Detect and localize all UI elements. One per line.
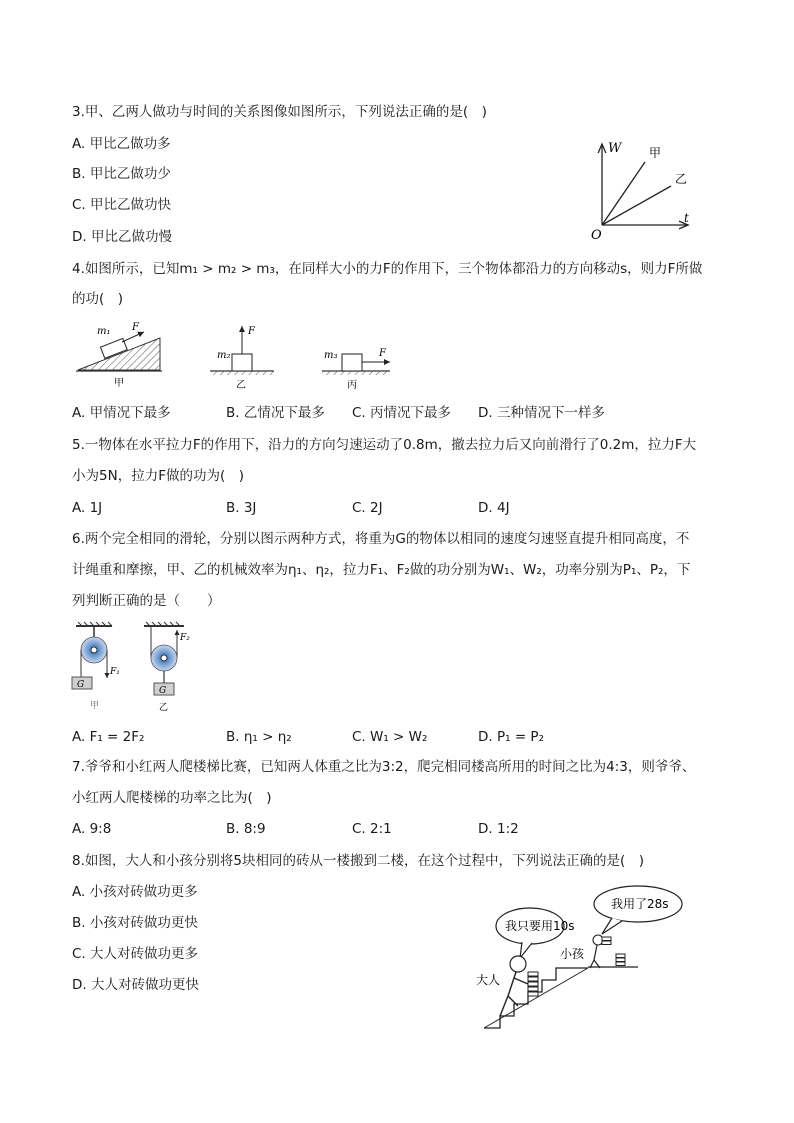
question-4-option-d: D. 三种情况下一样多 [478,405,605,421]
question-7-option-d: D. 1:2 [478,821,519,837]
question-6-option-d: D. P₁ = P₂ [478,729,544,745]
case-yi-vertical [210,326,274,391]
question-8-option-d: D. 大人对砖做功更快 [72,977,199,993]
question-6-option-c: C. W₁ > W₂ [352,729,428,745]
question-8-stem: 8.如图，大人和小孩分别将5块相同的砖从一楼搬到二楼，在这个过程中，下列说法正确的是( ) [72,853,645,869]
case-bing-horizontal [322,348,390,391]
child-label: 小孩 [560,947,585,961]
y-axis-label: W [608,141,622,156]
line-jia [602,162,645,225]
case-jia-incline [76,322,162,389]
weight-g-label-2: G [159,686,167,696]
child-bubble-text: 我用了28s [611,897,669,911]
question-7-stem-line1: 7.爷爷和小红两人爬楼梯比赛，已知两人体重之比为3:2，爬完相同楼高所用的时间之比为4:3，则爷爷、 [72,759,696,775]
question-4-option-c: C. 丙情况下最多 [352,405,452,421]
question-4-option-a: A. 甲情况下最多 [72,405,171,421]
question-3-stem: 3.甲、乙两人做功与时间的关系图像如图所示，下列说法正确的是( ) [72,104,487,120]
question-8-option-c: C. 大人对砖做功更多 [72,946,199,962]
question-5-stem-line1: 5.一物体在水平拉力F的作用下，沿力的方向匀速运动了0.8m，撤去拉力后又向前滑行了0.2m，拉力F大 [72,437,697,453]
movable-pulley [144,622,190,712]
question-4-stem-line2: 的功( ) [72,291,124,307]
caption-bing: 丙 [347,380,357,391]
question-6-stem-line2: 计绳重和摩擦，甲、乙的机械效率为η₁、η₂，拉力F₁、F₂做的功分别为W₁、W₂，功率分别为P₁、P₂，下 [72,562,691,578]
question-5-stem-line2: 小为5N，拉力F做的功为( ) [72,468,244,484]
caption-jia-pulley: 甲 [90,701,100,711]
child-figure [590,935,625,968]
question-5-option-b: B. 3J [226,500,257,516]
mass-m2-label: m₂ [217,350,231,361]
question-7-option-b: B. 8:9 [226,821,266,837]
mass-m3-label: m₃ [324,350,338,361]
line-yi [602,186,671,225]
mass-m1-label: m₁ [97,326,111,337]
x-axis-label: t [684,211,689,225]
question-7-stem-line2: 小红两人爬楼梯的功率之比为( ) [72,790,272,806]
adult-label: 大人 [476,973,501,987]
question-4-option-b: B. 乙情况下最多 [226,405,325,421]
question-3-option-c: C. 甲比乙做功快 [72,197,172,213]
force-f2-label: F₂ [180,633,190,643]
question-8-option-a: A. 小孩对砖做功更多 [72,884,198,900]
question-4-stem-line1: 4.如图所示，已知m₁ > m₂ > m₃，在同样大小的力F的作用下，三个物体都沿力的方向移动s，则力F所做 [72,261,703,277]
force-f1-label: F₁ [110,667,120,677]
caption-yi: 乙 [236,380,246,391]
question-6-option-b: B. η₁ > η₂ [226,729,292,745]
adult-bubble-text: 我只要用10s [505,919,575,933]
weight-g-label-1: G [77,680,85,690]
question-7-option-a: A. 9:8 [72,821,112,837]
work-time-graph [585,136,705,242]
line-jia-label: 甲 [649,146,662,160]
question-7-option-c: C. 2:1 [352,821,392,837]
question-6-option-a: A. F₁ = 2F₂ [72,729,145,745]
question-3-option-b: B. 甲比乙做功少 [72,166,171,182]
adult-figure [500,956,538,1016]
question-8-option-b: B. 小孩对砖做功更快 [72,915,198,931]
three-cases-figure [72,318,402,394]
fixed-pulley [72,622,120,711]
question-6-stem-line1: 6.两个完全相同的滑轮，分别以图示两种方式，将重为G的物体以相同的速度匀速竖直提升相同高度，不 [72,531,690,547]
pulley-figure [66,620,216,712]
force-f-label-1: F [132,322,139,333]
origin-label: O [591,228,602,242]
caption-jia: 甲 [114,378,124,389]
question-3-option-d: D. 甲比乙做功慢 [72,229,172,245]
force-f-label-2: F [248,326,255,337]
question-6-stem-line3: 列判断正确的是（ ） [72,593,221,609]
question-5-option-c: C. 2J [352,500,383,516]
stairs-illustration [470,882,700,1032]
question-5-option-d: D. 4J [478,500,510,516]
question-5-option-a: A. 1J [72,500,103,516]
question-3-option-a: A. 甲比乙做功多 [72,136,171,152]
caption-yi-pulley: 乙 [159,703,169,712]
force-f-label-3: F [379,348,386,359]
line-yi-label: 乙 [675,172,688,186]
